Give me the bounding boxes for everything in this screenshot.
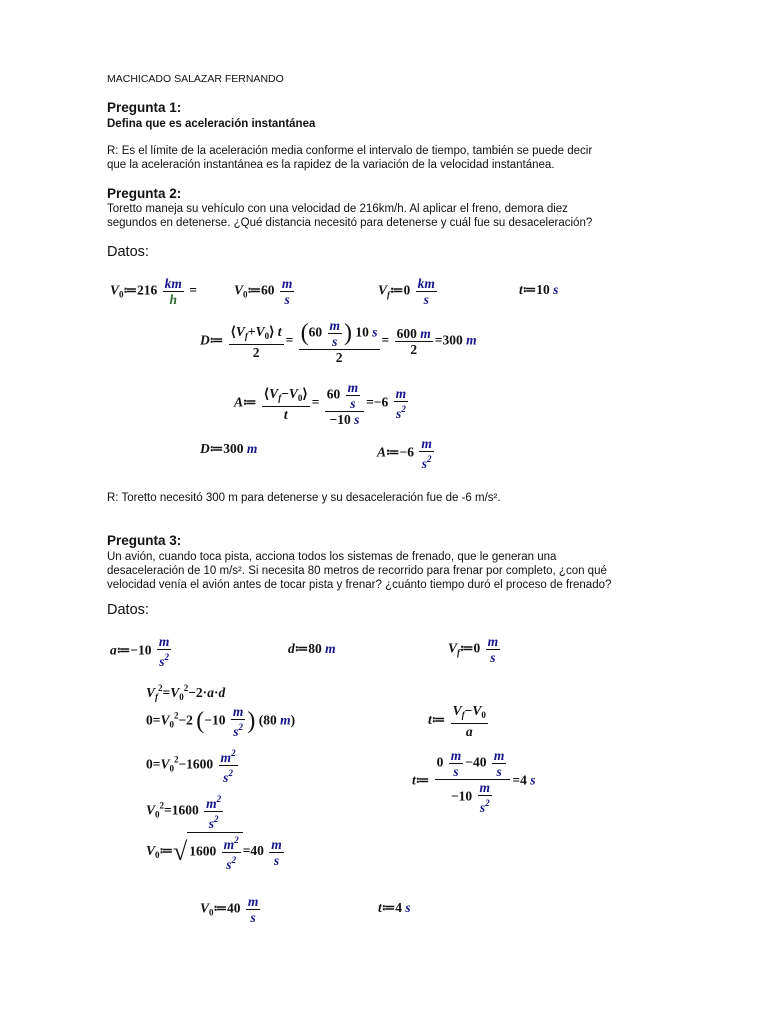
eq-acceleration-formula: A≔ $\frac{⟨V_f-V_0⟩}{t}$ = 60 $\frac{m}{s}$ −10 s =−6 $\frac{m}{s^2}$ bbox=[234, 380, 407, 427]
eq-t-result: t≔4 s bbox=[378, 900, 411, 915]
question-1-title: Pregunta 1: bbox=[107, 100, 182, 115]
question-3-text-line1: Un avión, cuando toca pista, acciona todos los sistemas de frenado, que le generan una bbox=[107, 551, 557, 563]
question-1-answer-line1: R: Es el límite de la aceleración media conforme el intervalo de tiempo, también se puede decir bbox=[107, 145, 593, 157]
eq-v0-squared: $V_0^2=1600$ $\frac{m^2}{s^2}$ bbox=[146, 794, 222, 831]
eq-vf-zero: $V_f≔0$ $\frac{m}{s}$ bbox=[448, 634, 499, 665]
eq-v0-result: $V_0≔40$ $\frac{m}{s}$ bbox=[200, 894, 259, 925]
question-2-answer: R: Toretto necesitó 300 m para detenerse y su desaceleración fue de -6 m/s². bbox=[107, 492, 501, 504]
eq-kinematic: $V_f^2=V_0^2-2\cdot a\cdot d$ bbox=[146, 683, 226, 702]
eq-vf: $V_f≔0$ $\frac{km}{s}$ bbox=[378, 276, 435, 307]
question-2-text-line2: segundos en detenerse. ¿Qué distancia necesitó para detenerse y cuál fue su desaceleración? bbox=[107, 217, 593, 229]
eq-time-formula: t≔ $\frac{V_f-V_0}{a}$ bbox=[428, 703, 486, 739]
question-3-title: Pregunta 3: bbox=[107, 533, 182, 548]
eq-v0-ms: $V_0≔60$ $\frac{m}{s}$ bbox=[234, 276, 293, 307]
eq-t: t≔10 s bbox=[519, 282, 559, 297]
eq-a-result: A≔−6 $\frac{m}{s^2}$ bbox=[377, 436, 432, 471]
question-1-text: Defina que es aceleración instantánea bbox=[107, 118, 316, 130]
author-name: MACHICADO SALAZAR FERNANDO bbox=[107, 73, 284, 85]
eq-substitution: $0=V_0^2-2$ (−10 $\frac{m}{s^2}$ ) (80 m) bbox=[146, 704, 296, 739]
eq-d: d≔80 m bbox=[288, 641, 336, 656]
eq-simplified: $0=V_0^2-1600$ $\frac{m^2}{s^2}$ bbox=[146, 748, 236, 785]
question-2-datos: Datos: bbox=[107, 244, 149, 260]
question-2-text-line1: Toretto maneja su vehículo con una velocidad de 216km/h. Al aplicar el freno, demora diez bbox=[107, 203, 568, 215]
eq-time-substitution: t≔ 0 $\frac{m}{s}$ −40 $\frac{m}{s}$ −10 $\frac{m}{s^2}$ =4 s bbox=[412, 748, 536, 815]
question-3-text-line3: velocidad venía el avión antes de tocar pista y frenar? ¿cuánto tiempo duró el proceso de frenado? bbox=[107, 579, 612, 591]
eq-v0-sqrt: $V_0≔√$ 1600 $\frac{m^2}{s^2}$ =40 $\frac{m}{s}$ bbox=[146, 832, 286, 872]
eq-d-result: D≔300 m bbox=[200, 441, 258, 456]
question-2-title: Pregunta 2: bbox=[107, 186, 182, 201]
eq-distance-formula: D≔ $\frac{⟨V_f+V_0⟩ t}{2}$ = (60 $\frac{m}{s}$ ) 10 s 2 = $\frac{600 m}{2}$ =300 m bbox=[200, 318, 477, 365]
question-1-answer-line2: que la aceleración instantánea es la rapidez de la variación de la velocidad instantánea. bbox=[107, 159, 555, 171]
eq-a: a≔−10 $\frac{m}{s^2}$ bbox=[110, 634, 170, 669]
eq-v0-kmh: $V_0≔216$ $\frac{km}{h}$ = bbox=[110, 276, 197, 307]
question-3-datos: Datos: bbox=[107, 602, 149, 618]
question-3-text-line2: desaceleración de 10 m/s². Si necesita 80 metros de recorrido para frenar por completo, ¿con qué bbox=[107, 565, 607, 577]
